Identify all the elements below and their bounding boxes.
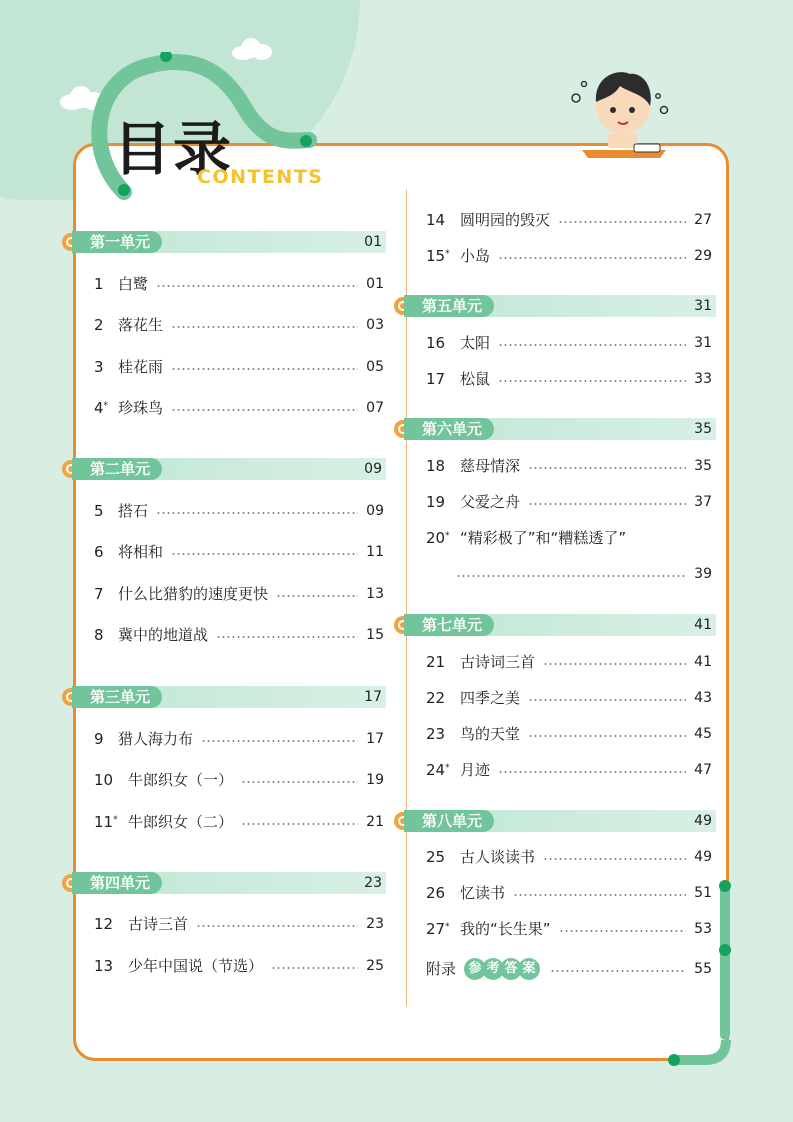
lesson-title: 将相和 <box>118 543 164 561</box>
dot-leader <box>241 781 358 783</box>
lesson-page: 33 <box>694 371 712 387</box>
lesson-title: 牛郎织女（一） <box>128 771 234 789</box>
unit-header[interactable] <box>404 295 716 317</box>
unit-label: 第六单元 <box>404 418 494 440</box>
answer-badge: 考 <box>482 958 504 980</box>
boy-reading-icon <box>568 62 678 162</box>
toc-entry[interactable] <box>94 811 384 833</box>
toc-entry[interactable] <box>426 846 712 868</box>
dot-leader <box>276 595 358 597</box>
dot-leader <box>156 285 358 287</box>
lesson-number: 18 <box>426 457 446 475</box>
green-bottom-accent <box>600 1040 740 1070</box>
lesson-number: 27* <box>426 920 450 938</box>
lesson-number: 14 <box>426 211 446 229</box>
lesson-page: 13 <box>366 586 384 602</box>
toc-entry[interactable] <box>94 273 384 295</box>
toc-entry[interactable] <box>94 500 384 522</box>
unit-page: 17 <box>364 689 382 705</box>
lesson-page: 29 <box>694 248 712 264</box>
lesson-page: 23 <box>366 916 384 932</box>
lesson-page: 51 <box>694 885 712 901</box>
dot-leader <box>550 970 686 972</box>
lesson-page: 55 <box>694 961 712 977</box>
lesson-number: 15* <box>426 247 450 265</box>
lesson-page: 47 <box>694 762 712 778</box>
lesson-number: 19 <box>426 493 446 511</box>
lesson-number: 20* <box>426 529 450 547</box>
green-edge-accent <box>716 880 734 1060</box>
lesson-title: 忆读书 <box>460 884 506 902</box>
toc-entry[interactable] <box>94 314 384 336</box>
unit-header[interactable] <box>72 872 386 894</box>
toc-entry[interactable] <box>426 882 712 904</box>
unit-label: 第五单元 <box>404 295 494 317</box>
lesson-title: 猎人海力布 <box>118 730 194 748</box>
lesson-page: 45 <box>694 726 712 742</box>
lesson-number: 21 <box>426 653 446 671</box>
unit-label: 第三单元 <box>72 686 162 708</box>
lesson-title: 白鹭 <box>118 275 149 293</box>
toc-entry[interactable] <box>94 583 384 605</box>
unit-label: 第七单元 <box>404 614 494 636</box>
unit-header[interactable] <box>72 231 386 253</box>
lesson-number: 23 <box>426 725 446 743</box>
lesson-number: 16 <box>426 334 446 352</box>
lesson-title: 桂花雨 <box>118 358 164 376</box>
lesson-page: 53 <box>694 921 712 937</box>
unit-page: 09 <box>364 461 382 477</box>
dot-leader <box>156 512 358 514</box>
page-subtitle: CONTENTS <box>197 166 324 188</box>
answer-badge: 案 <box>518 958 540 980</box>
lesson-title: 古人谈读书 <box>460 848 536 866</box>
toc-entry[interactable] <box>426 527 712 549</box>
lesson-page: 43 <box>694 690 712 706</box>
lesson-title: 慈母情深 <box>460 457 521 475</box>
lesson-title: 四季之美 <box>460 689 521 707</box>
lesson-page: 25 <box>366 958 384 974</box>
lesson-number: 3 <box>94 358 104 376</box>
toc-entry[interactable] <box>94 356 384 378</box>
toc-appendix[interactable] <box>426 958 712 980</box>
lesson-page: 09 <box>366 503 384 519</box>
unit-page: 23 <box>364 875 382 891</box>
lesson-page: 49 <box>694 849 712 865</box>
lesson-number: 2 <box>94 316 104 334</box>
lesson-page: 21 <box>366 814 384 830</box>
lesson-title: 松鼠 <box>460 370 491 388</box>
dot-leader <box>528 503 686 505</box>
lesson-number: 13 <box>94 957 114 975</box>
toc-entry[interactable] <box>426 209 712 231</box>
lesson-number: 24* <box>426 761 450 779</box>
dot-leader <box>558 221 686 223</box>
lesson-number: 1 <box>94 275 104 293</box>
lesson-page: 41 <box>694 654 712 670</box>
lesson-page: 07 <box>366 400 384 416</box>
dot-leader <box>528 467 686 469</box>
unit-header[interactable] <box>404 810 716 832</box>
answer-badge: 参 <box>464 958 486 980</box>
lesson-number: 8 <box>94 626 104 644</box>
toc-entry[interactable] <box>426 723 712 745</box>
lesson-page: 03 <box>366 317 384 333</box>
lesson-title: 牛郎织女（二） <box>128 813 234 831</box>
appendix-label: 附录 <box>426 960 457 978</box>
dot-leader <box>498 380 686 382</box>
toc-entry[interactable] <box>426 918 712 940</box>
lesson-title: 小岛 <box>460 247 491 265</box>
dot-leader <box>498 771 686 773</box>
unit-header[interactable] <box>404 418 716 440</box>
lesson-title: 落花生 <box>118 316 164 334</box>
toc-entry[interactable] <box>426 651 712 673</box>
lesson-number: 6 <box>94 543 104 561</box>
lesson-number: 11* <box>94 813 118 831</box>
toc-entry[interactable] <box>94 541 384 563</box>
dot-leader <box>513 894 686 896</box>
lesson-page: 31 <box>694 335 712 351</box>
dot-leader <box>456 575 686 577</box>
lesson-page: 11 <box>366 544 384 560</box>
lesson-title: 太阳 <box>460 334 491 352</box>
dot-leader <box>216 636 358 638</box>
lesson-page: 27 <box>694 212 712 228</box>
lesson-page: 17 <box>366 731 384 747</box>
dot-leader <box>171 368 358 370</box>
page-title: 目录 <box>113 115 234 183</box>
lesson-title: 少年中国说（节选） <box>128 957 264 975</box>
lesson-number: 17 <box>426 370 446 388</box>
lesson-title: 鸟的天堂 <box>460 725 521 743</box>
dot-leader <box>171 326 358 328</box>
toc-entry[interactable] <box>426 455 712 477</box>
lesson-title: 搭石 <box>118 502 149 520</box>
toc-entry[interactable] <box>94 955 384 977</box>
toc-entry-continuation[interactable] <box>456 563 712 585</box>
unit-header[interactable] <box>404 614 716 636</box>
dot-leader <box>271 967 358 969</box>
lesson-title: 冀中的地道战 <box>118 626 209 644</box>
lesson-number: 4* <box>94 399 109 417</box>
dot-leader <box>171 553 358 555</box>
lesson-page: 15 <box>366 627 384 643</box>
toc-entry[interactable] <box>426 687 712 709</box>
dot-leader <box>543 858 686 860</box>
dot-leader <box>196 925 358 927</box>
toc-entry[interactable] <box>94 769 384 791</box>
toc-entry[interactable] <box>426 368 712 390</box>
unit-header[interactable] <box>72 458 386 480</box>
lesson-title: 古诗三首 <box>128 915 189 933</box>
lesson-title: “精彩极了”和“糟糕透了” <box>460 529 627 547</box>
unit-page: 41 <box>694 617 712 633</box>
lesson-number: 5 <box>94 502 104 520</box>
unit-label: 第八单元 <box>404 810 494 832</box>
toc-entry[interactable] <box>426 245 712 267</box>
dot-leader <box>528 699 686 701</box>
lesson-title: 圆明园的毁灭 <box>460 211 551 229</box>
lesson-page: 39 <box>694 566 712 582</box>
dot-leader <box>201 740 358 742</box>
toc-entry[interactable] <box>94 397 384 419</box>
toc-entry[interactable] <box>94 913 384 935</box>
lesson-page: 05 <box>366 359 384 375</box>
unit-page: 31 <box>694 298 712 314</box>
lesson-page: 37 <box>694 494 712 510</box>
unit-page: 35 <box>694 421 712 437</box>
dot-leader <box>171 409 358 411</box>
lesson-page: 01 <box>366 276 384 292</box>
lesson-number: 9 <box>94 730 104 748</box>
lesson-number: 25 <box>426 848 446 866</box>
toc-entry[interactable] <box>426 491 712 513</box>
lesson-page: 19 <box>366 772 384 788</box>
toc-entry[interactable] <box>426 332 712 354</box>
lesson-title: 珍珠鸟 <box>118 399 164 417</box>
unit-label: 第四单元 <box>72 872 162 894</box>
answer-badge: 答 <box>500 958 522 980</box>
lesson-title: 古诗词三首 <box>460 653 536 671</box>
lesson-number: 22 <box>426 689 446 707</box>
dot-leader <box>241 823 358 825</box>
lesson-title: 什么比猎豹的速度更快 <box>118 585 269 603</box>
lesson-title: 父爱之舟 <box>460 493 521 511</box>
unit-header[interactable] <box>72 686 386 708</box>
dot-leader <box>528 735 686 737</box>
lesson-number: 12 <box>94 915 114 933</box>
lesson-page: 35 <box>694 458 712 474</box>
lesson-number: 26 <box>426 884 446 902</box>
lesson-number: 7 <box>94 585 104 603</box>
dot-leader <box>498 257 686 259</box>
toc-entry[interactable] <box>426 759 712 781</box>
toc-entry[interactable] <box>94 728 384 750</box>
lesson-title: 我的“长生果” <box>460 920 551 938</box>
dot-leader <box>559 930 687 932</box>
lesson-number: 10 <box>94 771 114 789</box>
unit-label: 第一单元 <box>72 231 162 253</box>
toc-entry[interactable] <box>94 624 384 646</box>
unit-page: 01 <box>364 234 382 250</box>
dot-leader <box>543 663 686 665</box>
unit-label: 第二单元 <box>72 458 162 480</box>
dot-leader <box>498 344 686 346</box>
unit-page: 49 <box>694 813 712 829</box>
lesson-title: 月迹 <box>460 761 491 779</box>
